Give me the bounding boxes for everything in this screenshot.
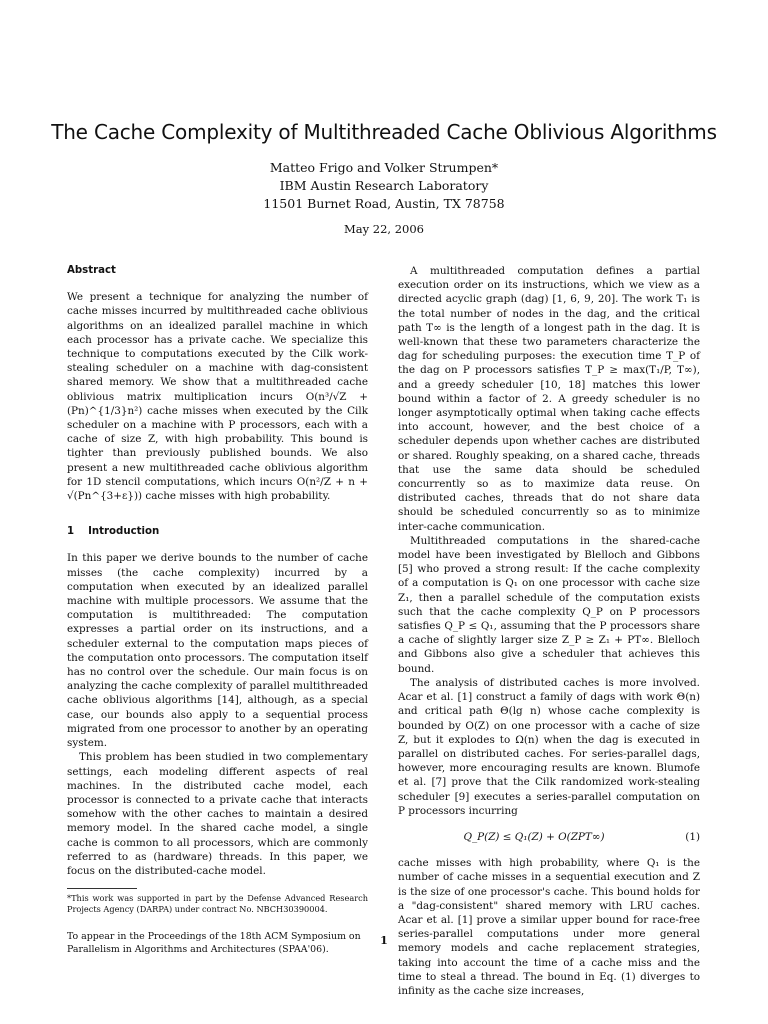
authors: Matteo Frigo and Volker Strumpen*: [269, 160, 499, 175]
address: 11501 Burnet Road, Austin, TX 78758: [263, 196, 505, 211]
equation-1: [398, 830, 700, 844]
equation-expression: Q_P(Z) ≤ Q₁(Z) + O(ZPT∞): [463, 830, 605, 843]
right-column: [398, 264, 700, 998]
intro-heading: [67, 525, 368, 539]
right-paragraph-4: cache misses with high probability, where Q₁ is the number of cache misses in a sequential execution and Z is the size of one processor's cache. This bound holds for a "dag-consistent" shared memory with LRU caches. Acar et al. [1] prove a similar upper bound for race-free series-parallel computations under more general memory models and cache replacement strategies, taking into account the time of a cache miss and the time to steal a thread. The bound in Eq. (1) diverges to infinity as the cache size increases,: [398, 857, 700, 997]
paper-title: The Cache Complexity of Multithreaded Cache Oblivious Algorithms: [51, 120, 717, 144]
right-paragraph-1: A multithreaded computation defines a partial execution order on its instructions, which we view as a directed acyclic graph (dag) [1, 6, 9, 20]. The work T₁ is the total number of nodes in the dag, and the critical path T∞ is the length of a longest path in the dag. It is well-known that these two parameters characterize the dag for scheduling purposes: the execution time T_P of the dag on P processors satisfies T_P ≥ max(T₁/P, T∞), and a greedy scheduler [10, 18] matches this lower bound within a factor of 2. A greedy scheduler is no longer asymptotically optimal when taking cache effects into account, however, and the best choice of a scheduler depends upon whether caches are distributed or shared. Roughly speaking, on a shared cache, threads that use the same data should be scheduled concurrently so as to maximize data reuse. On distributed caches, threads that do not share data should be scheduled concurrently so as to minimize inter-cache communication.: [398, 265, 700, 533]
section-title: Introduction: [88, 526, 160, 538]
footnote-rule: [67, 888, 137, 889]
abstract-heading: Abstract: [67, 265, 116, 276]
abstract-text: We present a technique for analyzing the number of cache misses incurred by multithreaded cache oblivious algorithms on an idealized parallel machine in which each processor has a private cache. We specialize this technique to computations executed by the Cilk work-stealing scheduler on a machine with dag-consistent shared memory. We show that a multithreaded cache oblivious matrix multiplication incurs O(n³/√Z + (Pn)^{1/3}n²) cache misses when executed by the Cilk scheduler on a machine with P processors, each with a cache of size Z, with high probability. This bound is tighter than previously published bounds. We also present a new multithreaded cache oblivious algorithm for 1D stencil computations, which incurs O(n²/Z + n + √(Pn^{3+ε})) cache misses with high probability.: [67, 291, 368, 503]
footnote: *This work was supported in part by the Defense Advanced Research Projects Agency (DARPA) under contract No. NBCH30390004.: [67, 893, 368, 915]
intro-paragraph-2: This problem has been studied in two complementary settings, each modeling different aspects of real machines. In the distributed cache model, each processor is connected to a private cache that interacts somehow with the other caches to maintain a desired memory model. In the shared cache model, a single cache is common to all processors, which are commonly referred to as (hardware) threads. In this paper, we focus on the distributed-cache model.: [67, 751, 368, 877]
intro-paragraph-1: In this paper we derive bounds to the number of cache misses (the cache complexity) incurred by a computation when executed by an idealized parallel machine with multiple processors. We assume that the computation is multithreaded: The computation expresses a partial order on its instructions, and a scheduler external to the computation maps pieces of the computation onto processors. The computation itself has no control over the schedule. Our main focus is on analyzing the cache complexity of parallel multithreaded cache oblivious algorithms [14], although, as a special case, our bounds also apply to a sequential process migrated from one processor to another by an operating system.: [67, 552, 368, 750]
right-paragraph-2: Multithreaded computations in the shared-cache model have been investigated by Blelloch and Gibbons [5] who proved a strong result: If the cache complexity of a computation is Q₁ on one processor with cache size Z₁, then a parallel schedule of the computation exists such that the cache complexity Q_P on P processors satisfies Q_P ≤ Q₁, assuming that the P processors share a cache of slightly larger size Z_P ≥ Z₁ + PT∞. Blelloch and Gibbons also give a scheduler that achieves this bound.: [398, 534, 700, 675]
section-number: 1: [67, 526, 75, 538]
equation-number: (1): [685, 830, 700, 843]
left-column: [67, 264, 368, 956]
publication-date: May 22, 2006: [344, 222, 424, 236]
page-number: 1: [380, 934, 388, 947]
right-paragraph-3: The analysis of distributed caches is more involved. Acar et al. [1] construct a family of dags with work Θ(n) and critical path Θ(lg n) whose cache complexity is bounded by O(Z) on one processor with a cache of size Z, but it explodes to Ω(n) when the dag is executed in parallel on distributed caches. For series-parallel dags, however, more encouraging results are known. Blumofe et al. [7] prove that the Cilk randomized work-stealing scheduler [9] executes a series-parallel computation on P processors incurring: [398, 676, 700, 817]
affiliation: IBM Austin Research Laboratory: [279, 178, 489, 193]
appear-note: To appear in the Proceedings of the 18th ACM Symposium on Parallelism in Algorithms and Architectures (SPAA'06).: [67, 931, 361, 955]
